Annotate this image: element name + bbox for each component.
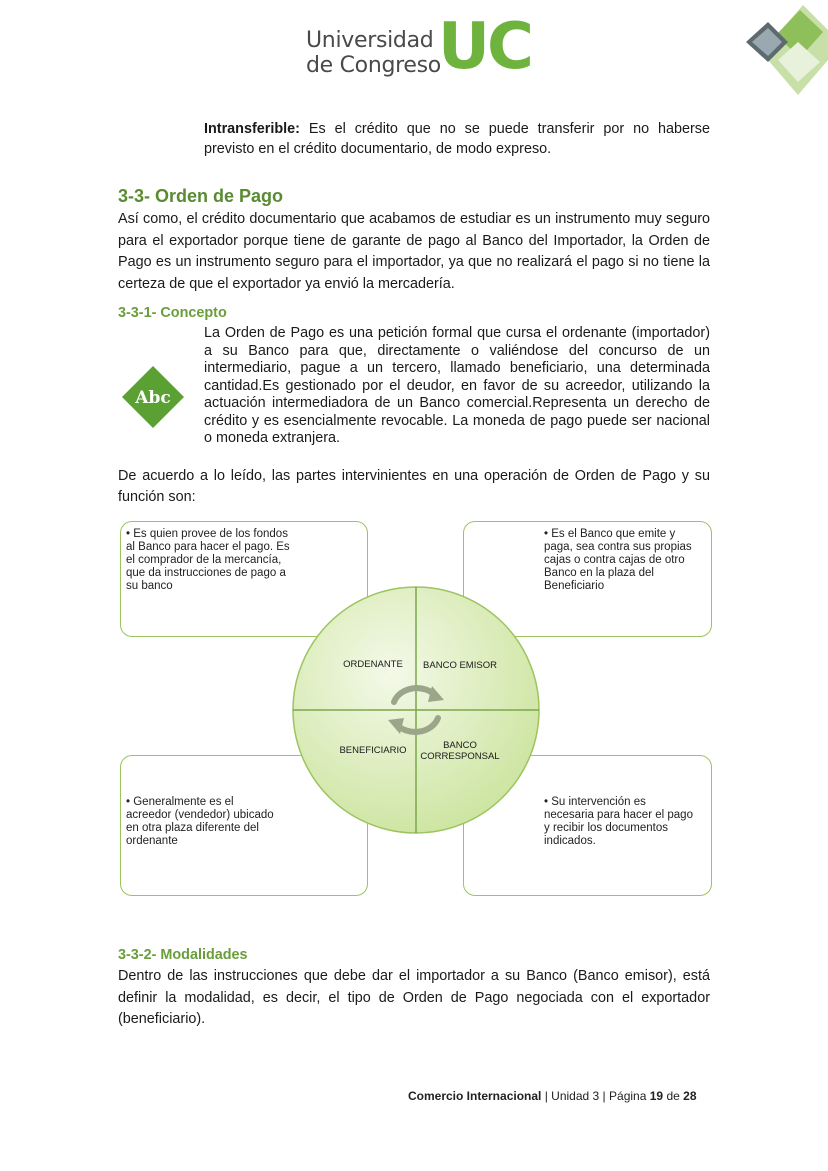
logo-line-2: de Congreso [306, 53, 441, 78]
footer-of-label: de [666, 1089, 680, 1103]
section-title: 3-3- Orden de Pago [118, 186, 284, 206]
box-beneficiario-desc: Generalmente es el acreedor (vendedor) ubicado en otra plaza diferente del ordenante [126, 796, 274, 847]
quadrant-banco-corresponsal-line1: BANCO [443, 740, 477, 751]
section-paragraph: Así como, el crédito documentario que acabamos de estudiar es un instrumento muy seguro para el exportador porque tiene de garante de pago al Banco del Importador, la Orden de Pago es un instrumento seguro para el importador, ya que no realizará el pago si no tiene la certeza de que el exportador ya envió la mercadería. [118, 211, 710, 292]
footer-page-number: 19 [649, 1089, 664, 1103]
page-footer [408, 1089, 697, 1103]
concepto-text: La Orden de Pago es una petición formal que cursa el ordenante (importador) a su Banco para que, directamente o valiéndose del concurso de un intermediario, pague a un tercero, llamado beneficiario, una determinada cantidad.Es gestionado por el deudor, en favor de su acreedor, utilizando la actuación intermediadora de un Banco comercial.Representa un derecho de crédito y es esencialmente revocable. La moneda de pago puede ser nacional o moneda extranjera. [204, 325, 710, 446]
footer-course: Comercio Internacional [408, 1089, 542, 1103]
box-banco-corresponsal-desc: Su intervención es necesaria para hacer el pago y recibir los documentos indicados. [544, 796, 693, 847]
quadrant-ordenante: ORDENANTE [343, 659, 403, 670]
abc-diamond-icon [122, 366, 184, 428]
footer-unit: Unidad 3 [551, 1089, 600, 1103]
box-banco-emisor-text: • Es el Banco que emite y paga, sea contra sus propias cajas o contra cajas de otro Banco en la plaza del Beneficiario [544, 528, 692, 592]
intransferible-term: Intransferible: [204, 121, 300, 137]
modalidades-text: Dentro de las instrucciones que debe dar el importador a su Banco (Banco emisor), está definir la modalidad, es decir, el tipo de Orden de Pago negociada con el exportador (beneficiario). [118, 968, 710, 1027]
footer-page-label: Página [609, 1089, 647, 1103]
logo-line-1: Universidad [306, 28, 434, 53]
box-banco-corresponsal-text: • Su intervención es necesaria para hacer el pago y recibir los documentos indicados. [544, 796, 693, 847]
modalidades-title: 3-3-2- Modalidades [118, 947, 248, 963]
box-beneficiario-text: • Generalmente es el acreedor (vendedor) ubicado en otra plaza diferente del ordenante [126, 796, 274, 847]
quadrant-banco-corresponsal-line2: CORRESPONSAL [420, 751, 500, 762]
logo-text [306, 28, 441, 78]
quadrant-banco-corresponsal [418, 740, 502, 762]
partes-intro: De acuerdo a lo leído, las partes intervinientes en una operación de Orden de Pago y su función son: [118, 468, 710, 505]
abc-icon-label: Abc [135, 388, 171, 408]
footer-sep-2: | [599, 1089, 610, 1103]
parties-circle [290, 584, 542, 836]
quadrant-beneficiario: BENEFICIARIO [339, 745, 407, 756]
concepto-title: 3-3-1- Concepto [118, 305, 227, 321]
intransferible-paragraph [204, 120, 710, 159]
footer-total-pages: 28 [683, 1089, 697, 1103]
intransferible-text: Es el crédito que no se puede transferir por no haberse previsto en el crédito documentario, de modo expreso. [204, 121, 710, 157]
footer-sep-1: | [541, 1089, 552, 1103]
box-banco-emisor-desc: Es el Banco que emite y paga, sea contra sus propias cajas o contra cajas de otro Banco en la plaza del Beneficiario [544, 528, 692, 592]
box-ordenante-text: • Es quien provee de los fondos al Banco para hacer el pago. Es el comprador de la mercancía, que da instrucciones de pago a su banco [126, 528, 290, 592]
university-logo [306, 10, 536, 84]
quadrant-banco-emisor: BANCO EMISOR [423, 660, 497, 671]
box-ordenante-desc: Es quien provee de los fondos al Banco para hacer el pago. Es el comprador de la mercancía, que da instrucciones de pago a su banco [126, 528, 290, 592]
corner-decoration-icon [738, 0, 828, 100]
logo-mark: UC [438, 10, 531, 84]
